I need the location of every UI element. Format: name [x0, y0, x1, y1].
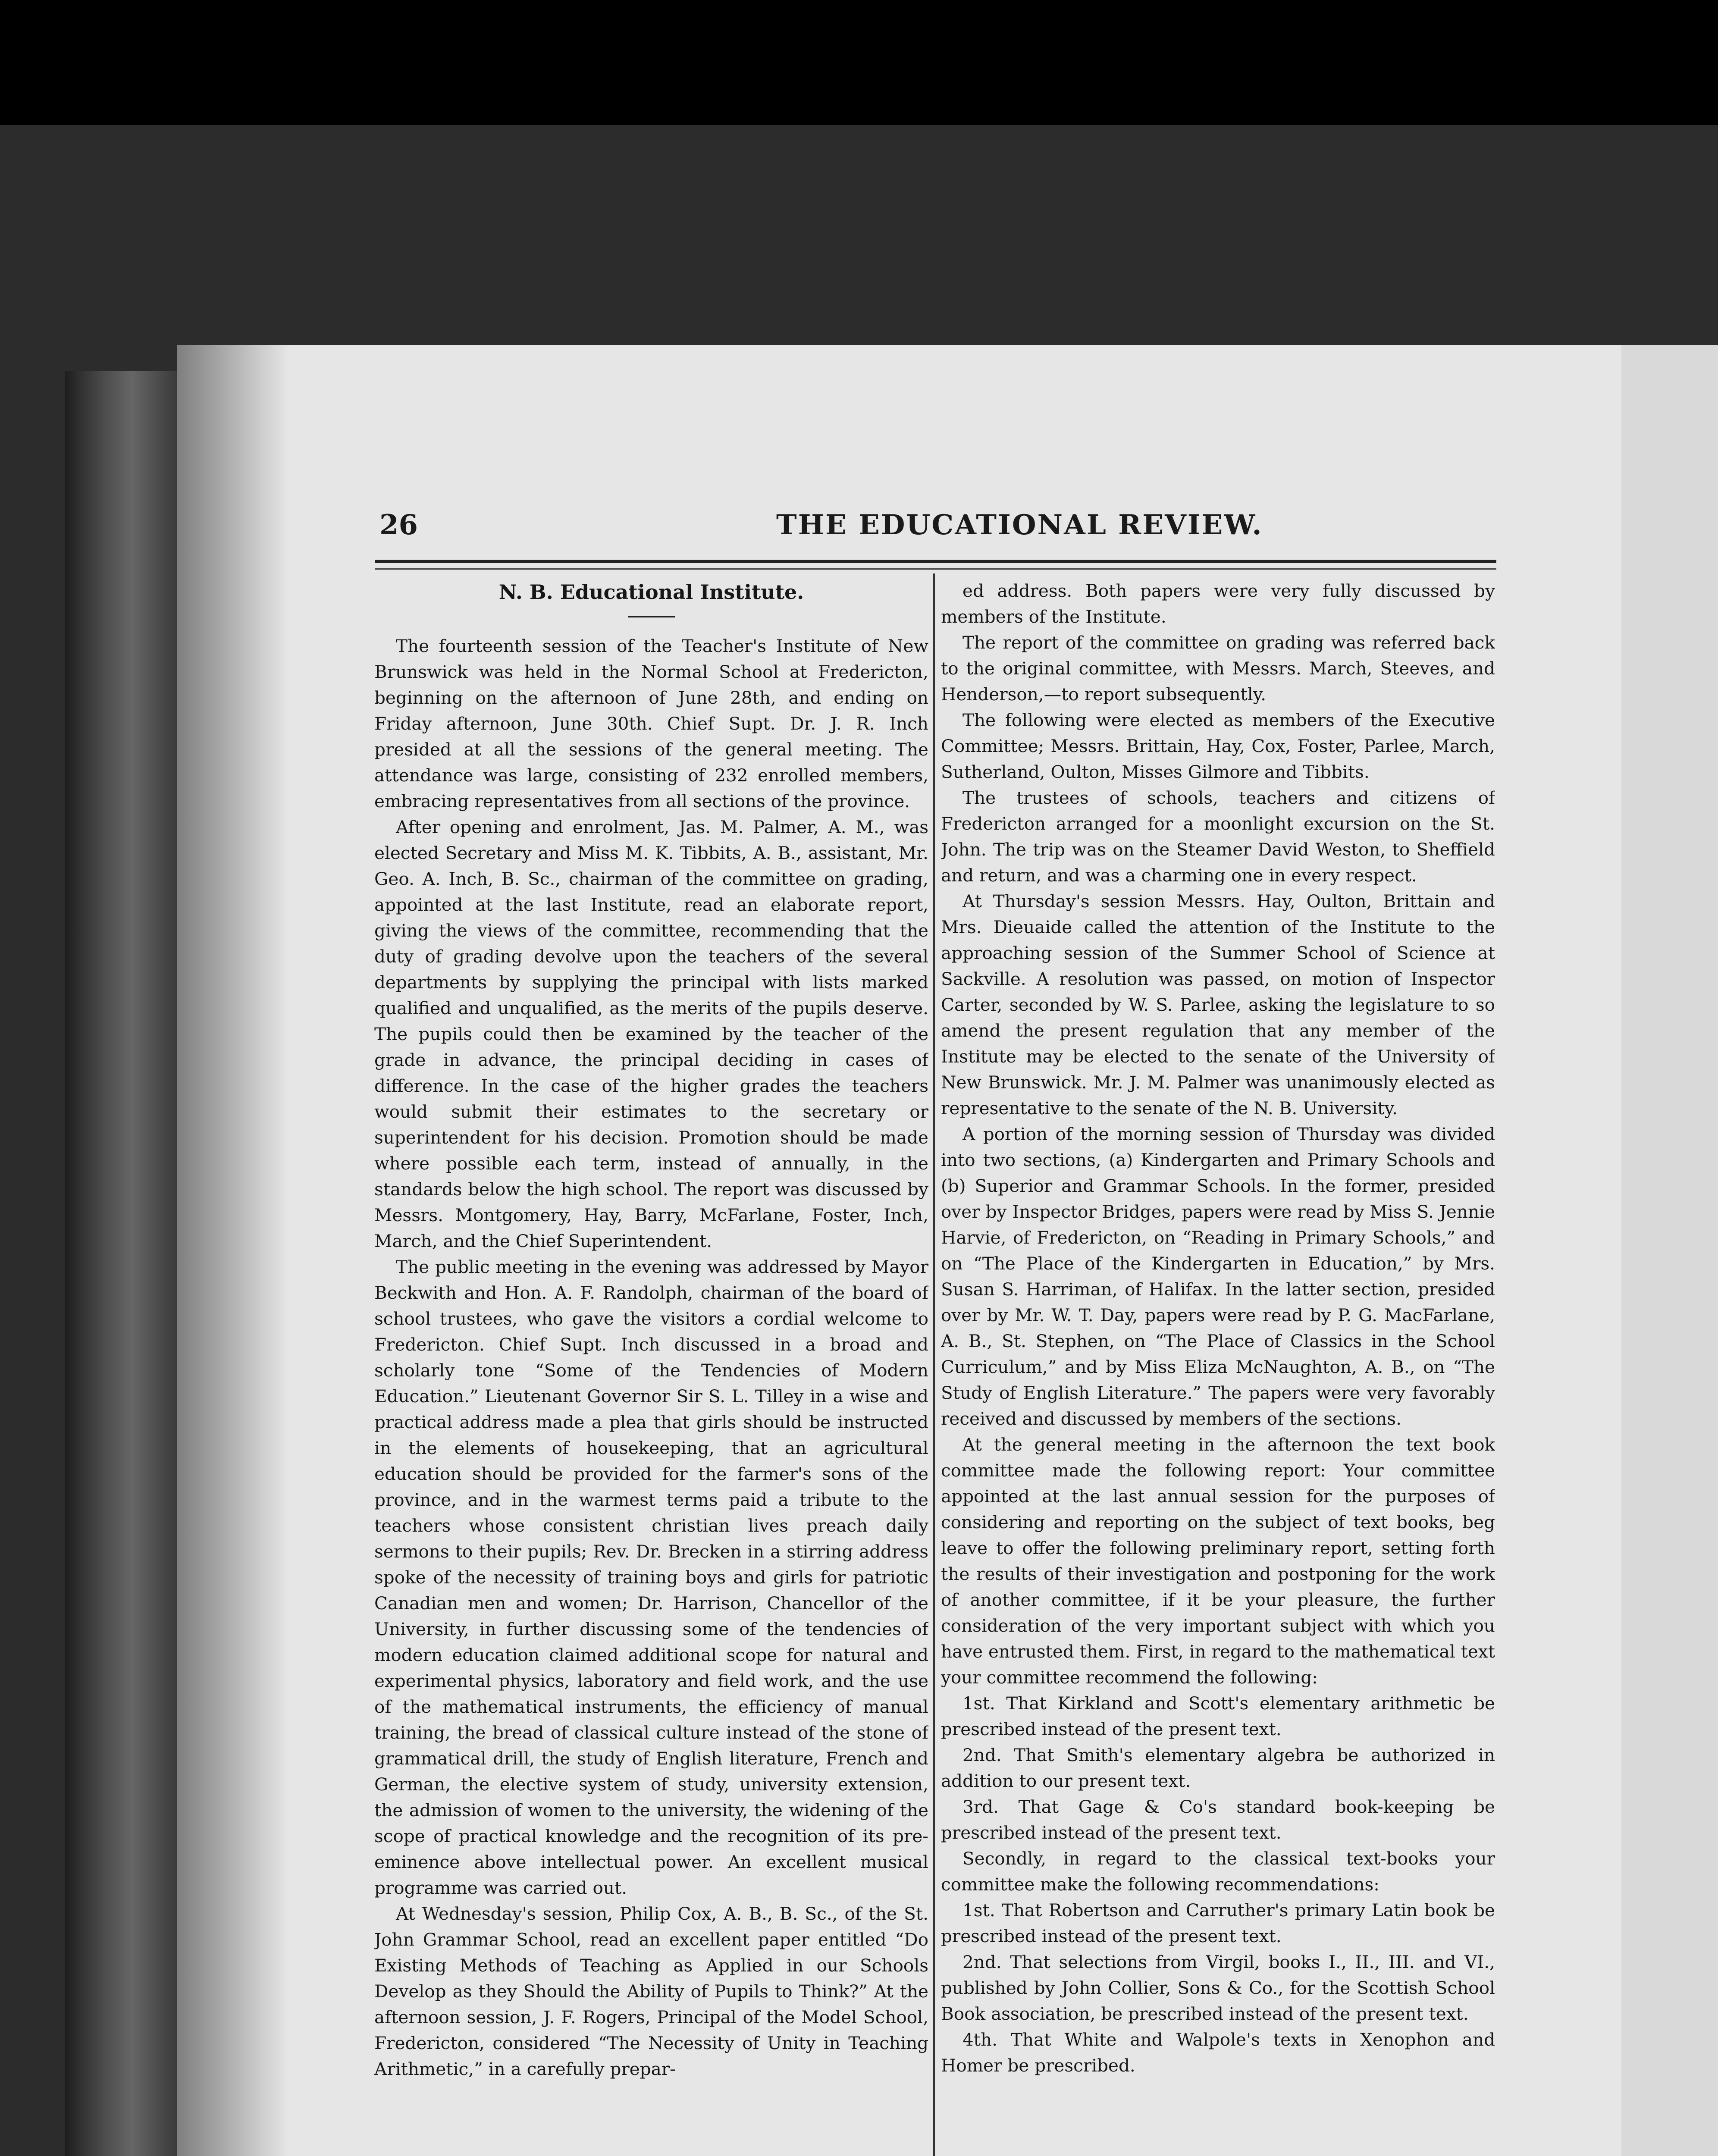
paragraph: At Wednesday's session, Philip Cox, A. B., B. Sc., of the St. John Grammar School, read an excellent paper entitled “Do Existing Methods of Teaching as Applied in our Schools Develop as they Should the Ability of Pupils to Think?” At the afternoon session, J. F. Rogers, Principal of the Model School, Fredericton, considered “The Necessity of Unity in Teaching Arithmetic,” in a carefully prepar- [374, 1903, 928, 2079]
paragraph: The report of the committee on grading was referred back to the original committee, with Messrs. March, Steeves, and Henderson,—to report subsequently. [941, 632, 1495, 705]
paragraph: The fourteenth session of the Teacher's Institute of New Brunswick was held in the Normal School at Fredericton, beginning on the afternoon of June 28th, and ending on Friday afternoon, June 30th. Chief Supt. Dr. J. R. Inch presided at all the sessions of the general meeting. The attendance was large, consisting of 232 enrolled members, embracing representatives from all sections of the province. [374, 636, 928, 812]
paragraph: At Thursday's session Messrs. Hay, Oulton, Brittain and Mrs. Dieuaide called the attention of the Institute to the approaching session of the Summer School of Science at Sackville. A resolution was passed, on motion of Inspector Carter, seconded by W. S. Parlee, asking the legislature to so amend the present regulation that any member of the Institute may be elected to the senate of the University of New Brunswick. Mr. J. M. Palmer was unanimously elected as representative to the senate of the N. B. University. [941, 891, 1495, 1119]
paragraph: 3rd. That Gage & Co's standard book-keeping be prescribed instead of the present text. [941, 1796, 1495, 1843]
left-column [374, 578, 928, 2156]
header-rule-thin [375, 568, 1496, 570]
paragraph: 4th. That White and Walpole's texts in Xenophon and Homer be prescribed. [941, 2029, 1495, 2076]
paragraph: A portion of the morning session of Thursday was divided into two sections, (a) Kindergarten and Primary Schools and (b) Superior and Grammar Schools. In the former, presided over by Inspector Bridges, papers were read by Miss S. Jennie Harvie, of Fredericton, on “Reading in Primary Schools,” and on “The Place of the Kindergarten in Education,” by Mrs. Susan S. Harriman, of Halifax. In the latter section, presided over by Mr. W. T. Day, papers were read by P. G. MacFarlane, A. B., St. Stephen, on “The Place of Classics in the School Curriculum,” and by Miss Eliza McNaughton, A. B., on “The Study of English Literature.” The papers were very favorably received and discussed by members of the sections. [941, 1124, 1495, 1429]
facing-page-margin [1621, 345, 1718, 2156]
right-column [941, 578, 1495, 2156]
article-title: N. B. Educational Institute. [498, 580, 804, 604]
paragraph: At the general meeting in the afternoon the text book committee made the following report: Your committee appointed at the last annual session for the purposes of considering and reporting on the subject of text books, beg leave to offer the following preliminary report, setting forth the results of their investigation and postponing for the work of another committee, if it be your pleasure, the further consideration of the very important subject with which you have entrusted them. First, in regard to the mathematical text your committee recommend the following: [941, 1434, 1495, 1688]
paragraph: 2nd. That Smith's elementary algebra be authorized in addition to our present text. [941, 1745, 1495, 1791]
paragraph: 1st. That Kirkland and Scott's elementary arithmetic be prescribed instead of the present text. [941, 1693, 1495, 1739]
paragraph: The trustees of schools, teachers and citizens of Fredericton arranged for a moonlight excursion on the St. John. The trip was on the Steamer David Weston, to Sheffield and return, and was a charming one in every respect. [941, 787, 1495, 886]
paragraph: ed address. Both papers were very fully discussed by members of the Institute. [941, 580, 1495, 627]
page-number: 26 [379, 509, 418, 541]
paragraph: 2nd. That selections from Virgil, books I., II., III. and VI., published by John Collier, Sons & Co., for the Scottish School Book association, be prescribed instead of the present text. [941, 1952, 1495, 2024]
paragraph: The public meeting in the evening was addressed by Mayor Beckwith and Hon. A. F. Randolph, chairman of the board of school trustees, who gave the visitors a cordial welcome to Fredericton. Chief Supt. Inch discussed in a broad and scholarly tone “Some of the Tendencies of Modern Education.” Lieutenant Governor Sir S. L. Tilley in a wise and practical address made a plea that girls should be instructed in the elements of housekeeping, that an agricultural education should be provided for the farmer's sons of the province, and in the warmest terms paid a tribute to the teachers whose consistent christian lives preach daily sermons to their pupils; Rev. Dr. Brecken in a stirring address spoke of the necessity of training boys and girls for patriotic Canadian men and women; Dr. Harrison, Chancellor of the University, in further discussing some of the tendencies of modern education claimed additional scope for natural and experimental physics, laboratory and field work, and the use of the mathematical instruments, the efficiency of manual training, the bread of classical culture instead of the stone of grammatical drill, the study of English literature, French and German, the elective system of study, university extension, the admission of women to the university, the widening of the scope of practical knowledge and the recognition of its pre-eminence above intellectual power. An excellent musical programme was carried out. [374, 1257, 928, 1898]
paragraph: 1st. That Robertson and Carruther's primary Latin book be prescribed instead of the present text. [941, 1900, 1495, 1946]
paragraph: Secondly, in regard to the classical text-books your committee make the following recommendations: [941, 1848, 1495, 1895]
paragraph: The following were elected as members of the Executive Committee; Messrs. Brittain, Hay, Cox, Foster, Parlee, March, Sutherland, Oulton, Misses Gilmore and Tibbits. [941, 710, 1495, 782]
title-rule [628, 616, 675, 617]
binding-shadow [177, 345, 289, 2156]
book-page-edges [65, 371, 177, 2156]
paragraph: After opening and enrolment, Jas. M. Palmer, A. M., was elected Secretary and Miss M. K. Tibbits, A. B., assistant, Mr. Geo. A. Inch, B. Sc., chairman of the committee on grading, appointed at the last Institute, read an elaborate report, giving the views of the committee, recommending that the duty of grading devolve upon the teachers of the several departments by supplying the principal with lists marked qualified and unqualified, as the merits of the pupils deserve. The pupils could then be examined by the teacher of the grade in advance, the principal deciding in cases of difference. In the case of the higher grades the teachers would submit their estimates to the secretary or superintendent for his decision. Promotion should be made where possible each term, instead of annually, in the standards below the high school. The report was discussed by Messrs. Montgomery, Hay, Barry, McFarlane, Foster, Inch, March, and the Chief Superintendent. [374, 817, 928, 1251]
column-divider [933, 573, 935, 2156]
header-rule [375, 560, 1496, 563]
journal-title: THE EDUCATIONAL REVIEW. [776, 509, 1263, 541]
